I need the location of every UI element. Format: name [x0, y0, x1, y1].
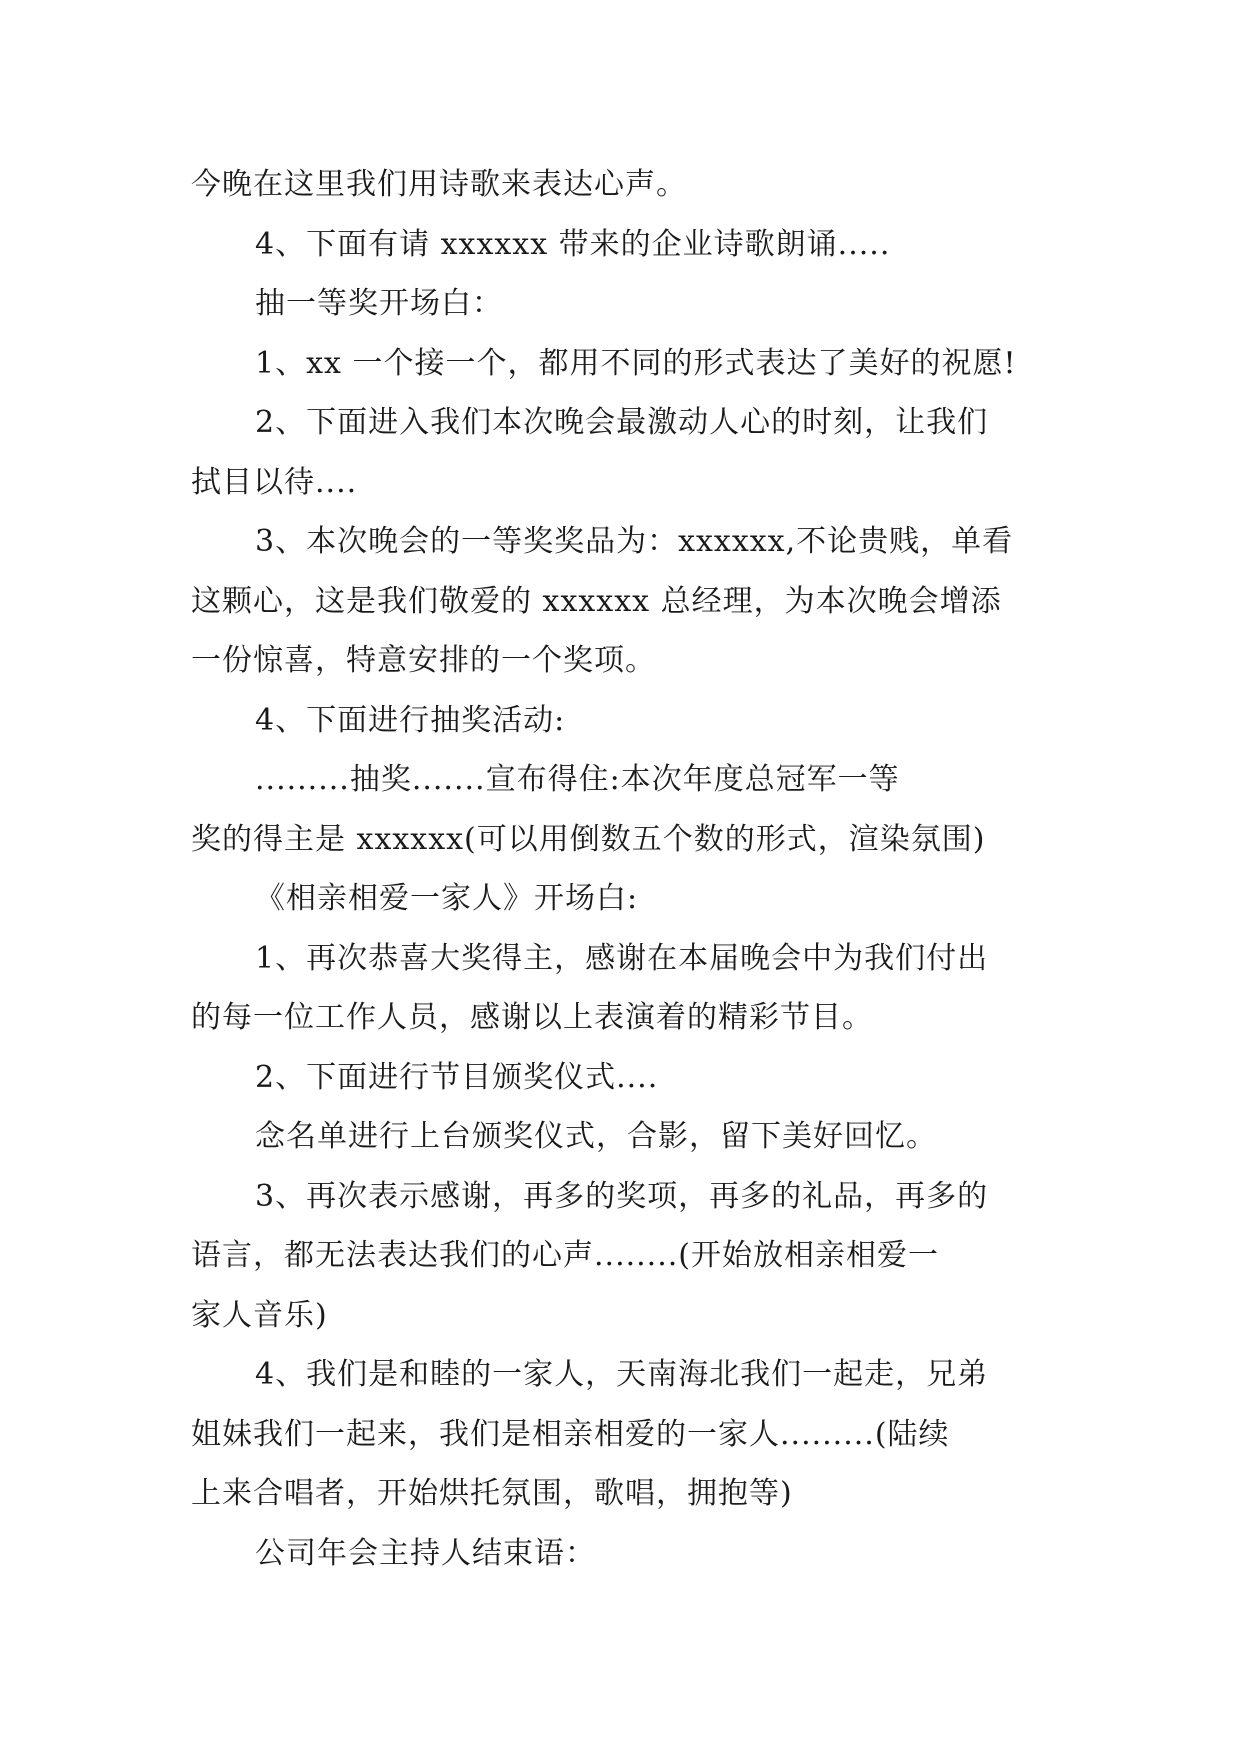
text-line: 1、再次恭喜大奖得主，感谢在本届晚会中为我们付出 [255, 940, 989, 976]
text-line: 4、下面有请 xxxxxx 带来的企业诗歌朗诵..... [255, 226, 891, 262]
text-line: 1、xx 一个接一个，都用不同的形式表达了美好的祝愿! [255, 345, 1017, 381]
text-line: 拭目以待.... [191, 464, 358, 500]
text-line: 奖的得主是 xxxxxx(可以用倒数五个数的形式，渲染氛围) [191, 821, 986, 857]
text-line: 这颗心，这是我们敬爱的 xxxxxx 总经理，为本次晚会增添 [191, 583, 1002, 619]
text-line: 今晚在这里我们用诗歌来表达心声。 [191, 167, 687, 202]
text-line: 3、本次晚会的一等奖奖品为：xxxxxx,不论贵贱，单看 [255, 524, 1014, 559]
text-line: 语言，都无法表达我们的心声........(开始放相亲相爱一 [191, 1238, 939, 1273]
text-line: 家人音乐) [191, 1297, 328, 1333]
text-line: 抽一等奖开场白： [255, 286, 503, 321]
text-line: 2、下面进入我们本次晚会最激动人心的时刻，让我们 [255, 405, 989, 440]
text-line: .........抽奖.......宣布得住:本次年度总冠军一等 [255, 762, 900, 797]
text-line: 姐妹我们一起来，我们是相亲相爱的一家人.........(陆续 [191, 1416, 950, 1452]
text-line: 《相亲相爱一家人》开场白: [255, 881, 639, 916]
document-body [191, 155, 1051, 1583]
text-line: 2、下面进行节目颁奖仪式.... [255, 1059, 659, 1095]
text-line: 的每一位工作人员，感谢以上表演着的精彩节目。 [191, 1000, 873, 1035]
text-line: 念名单进行上台颁奖仪式，合影，留下美好回忆。 [255, 1119, 937, 1154]
text-line: 公司年会主持人结束语： [255, 1535, 596, 1571]
text-line: 上来合唱者，开始烘托氛围，歌唱，拥抱等) [191, 1476, 793, 1511]
text-line: 一份惊喜，特意安排的一个奖项。 [191, 643, 656, 678]
text-line: 3、再次表示感谢，再多的奖项，再多的礼品，再多的 [255, 1178, 989, 1214]
text-line: 4、我们是和睦的一家人，天南海北我们一起走，兄弟 [255, 1357, 989, 1392]
text-line: 4、下面进行抽奖活动: [255, 702, 566, 738]
